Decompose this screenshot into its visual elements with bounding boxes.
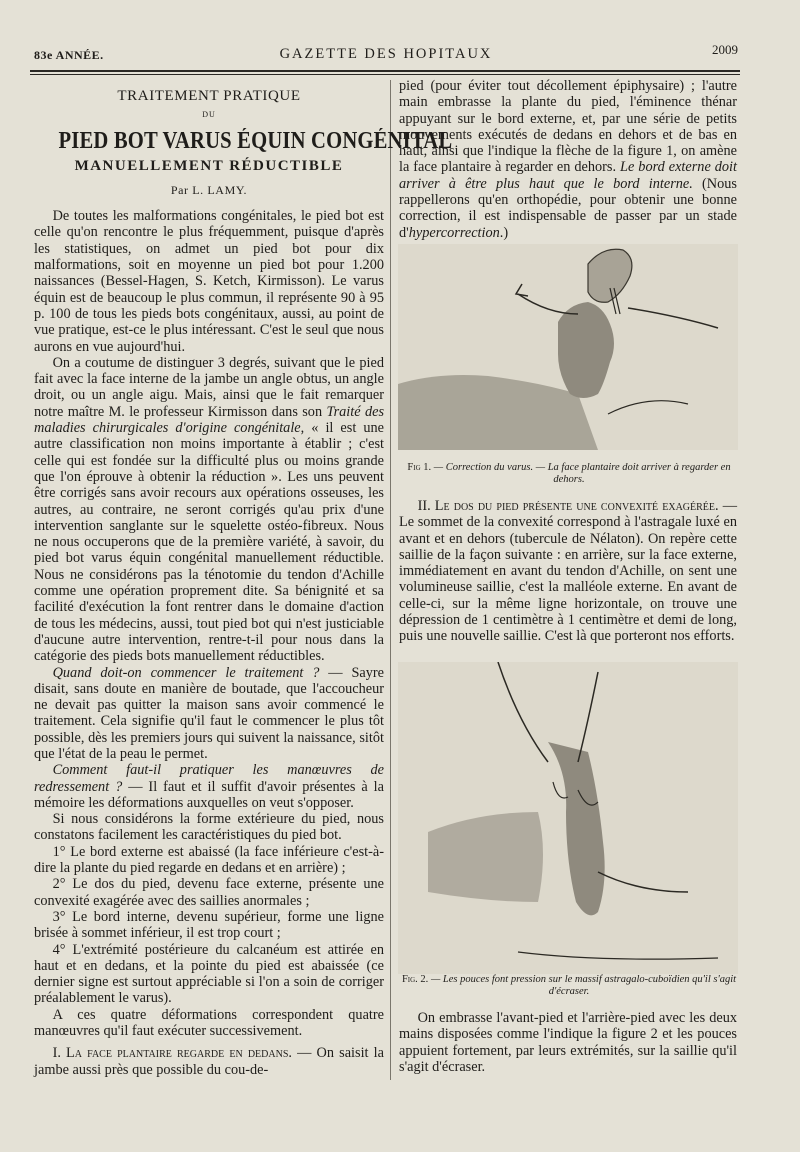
foot-correction-icon [398,244,738,450]
paragraph: Si nous considérons la forme extérieure du pied, nous constatons facilement les caractéristiques du pied bot. [34,811,384,844]
journal-title: GAZETTE DES HOPITAUX [279,46,493,62]
title-line-1: TRAITEMENT PRATIQUE [117,88,301,104]
list-item: 2° Le dos du pied, devenu face externe, présente une convexité exagérée avec des saillies anormales ; [34,876,384,909]
page-number: 2009 [712,42,738,57]
author-line: Par L. LAMY. [170,182,248,197]
page-header [34,40,738,64]
list-item: 3° Le bord interne, devenu supérieur, forme une ligne brisée à sommet inférieur, il est trop court ; [34,908,384,942]
paragraph: On embrasse l'avant-pied et l'arrière-pied avec les deux mains disposées comme l'indique la figure 2 et les pouces appuient fortement, par leurs extrémités, sur la saillie qu'il s'agit d'écraser. [399,1010,737,1075]
column-divider [390,80,391,1080]
right-column-bottom [399,1010,737,1075]
header-rule-thin [30,74,740,75]
paragraph: On a coutume de distinguer 3 degrés, suivant que le pied fait avec la face interne de la jambe un angle obtus, un angle droit, ou un angle aigu. Mais, ainsi que le fait remarquer notre maître M. le professeur Kirmisson dans son Traité des maladies chirurgicales d'origine congénitale, « il est une autre classification non moins importante à établir ; c'est celle qui est fondée sur la difficulté plus ou moins grande que l'on éprouve à obtenir la réduction ». Les uns peuvent être corrigés sans avoir recours aux opérations osseuses, les autres, au contraire, ne seront corrigés qu'au prix d'une intervention sanglante sur le squelette ostéo-fibreux. Nous ne nous occuperons que de la première variété, à savoir, du pied bot varus équin congénital manuellement réductible. Nous ne considérons pas la ténotomie du tendon d'Achille comme une opération proprement dite. Sa bénignité et sa facilité d'exécution la font rentrer dans le domaine d'action de tous les médecins, aussi, tout pied bot qui n'est justiciable d'aucune autre intervention, rentre-t-il pour nous dans la catégorie des pieds bots manuellement réductibles. [34,354,385,665]
paragraph: pied (pour éviter tout décollement épiphysaire) ; l'autre main embrasse la plante du pied, l'éminence thénar appuyant sur le bord externe, et, par une série de petits mouvements exécutés de dedans en dehors et de bas en haut, ainsi que l'indique la flèche de la figure 1, on amène la face plantaire à regarder en dehors. Le bord externe doit arriver à être plus haut que le bord interne. (Nous rappellerons qu'en orthopédie, pour obtenir une bonne correction, il est indispensable de passer par un stade d'hypercorrection.) [399,78,738,241]
right-column [399,78,737,241]
paragraph: Comment faut-il pratiquer les manœuvres de redressement ? — Il faut et il suffit d'avoir présentes à la mémoire les déformations auxquelles on veut s'opposer. [34,762,384,811]
section-heading: I. La face plantaire regarde en dedans. — On saisit la jambe aussi près que possible du cou-de- [34,1045,384,1078]
list-item: 1° Le bord externe est abaissé (la face inférieure c'est-à-dire la plante du pied regarde en dedans et en arrière) ; [34,843,384,877]
paragraph: De toutes les malformations congénitales, le pied bot est celle qu'on rencontre le plus fréquemment, puisque d'après les statistiques, on admet un pied bot pour dix malformations, soit en moyenne un pied bot pour 1.200 naissances (Bessel-Hagen, S. Ketch, Kirmisson). Le varus équin est de beaucoup le plus commun, il représente 90 à 95 p. 100 de tous les pieds bots congénitaux, aussi, au point de vue pratique, est-ce le plus intéressant. C'est le seul que nous aurons en vue aujourd'hui. [34,208,384,355]
paragraph: Quand doit-on commencer le traitement ? — Sayre disait, sans doute en manière de boutade, que l'accoucheur ne devait pas quitter la maison sans avoir commencé le traitement. Cela signifie qu'il faut le commencer le plus tôt possible, dès les premiers jours qui suivent la naissance, sitôt que l'état de la peau le permet. [34,664,385,762]
article-title: PIED BOT VARUS ÉQUIN CONGÉNITAL [58,127,453,154]
hands-pressing-foot-icon [398,662,738,974]
section-heading: II. Le dos du pied présente une convexité exagérée. — Le sommet de la convexité correspond à l'astragale luxé en avant et en dehors (tubercule de Nélaton). On repère cette saillie de la façon suivante : en arrière, sur la face externe, immédiatement en avant du tendon d'Achille, on sent une volumineuse saillie, c'est la malléole externe. En avant de celle-ci, sur la même ligne horizontale, on trouve une dépression de 1 centimètre à 1 centimètre et demi de long, puis une nouvelle saillie. C'est là que porteront nos efforts. [399,498,737,645]
figure-2 [398,662,738,974]
paragraph: A ces quatre déformations correspondent quatre manœuvres qu'il faut exécuter successivement. [34,1006,384,1040]
title-line-2: DU [202,110,216,120]
right-column-middle [399,498,737,645]
figure-1-caption: Fig 1. — Correction du varus. — La face plantaire doit arriver à regarder en dehors. [407,462,731,485]
figure-1 [398,244,738,450]
figure-2-caption: Fig. 2. — Les pouces font pression sur le massif astragalo-cuboïdien qu'il s'agit d'écraser. [401,974,737,997]
left-column [34,84,453,1078]
article-subtitle: MANUELLEMENT RÉDUCTIBLE [74,157,344,174]
volume-label: 83e ANNÉE. [34,48,104,62]
header-rule [30,70,740,72]
list-item: 4° L'extrémité postérieure du calcanéum est attirée en haut et en dedans, et la pointe du pied est abaissée (ce dernier signe est surtout appréciable si l'on a soin de corriger préalablement le varus). [34,941,384,1007]
